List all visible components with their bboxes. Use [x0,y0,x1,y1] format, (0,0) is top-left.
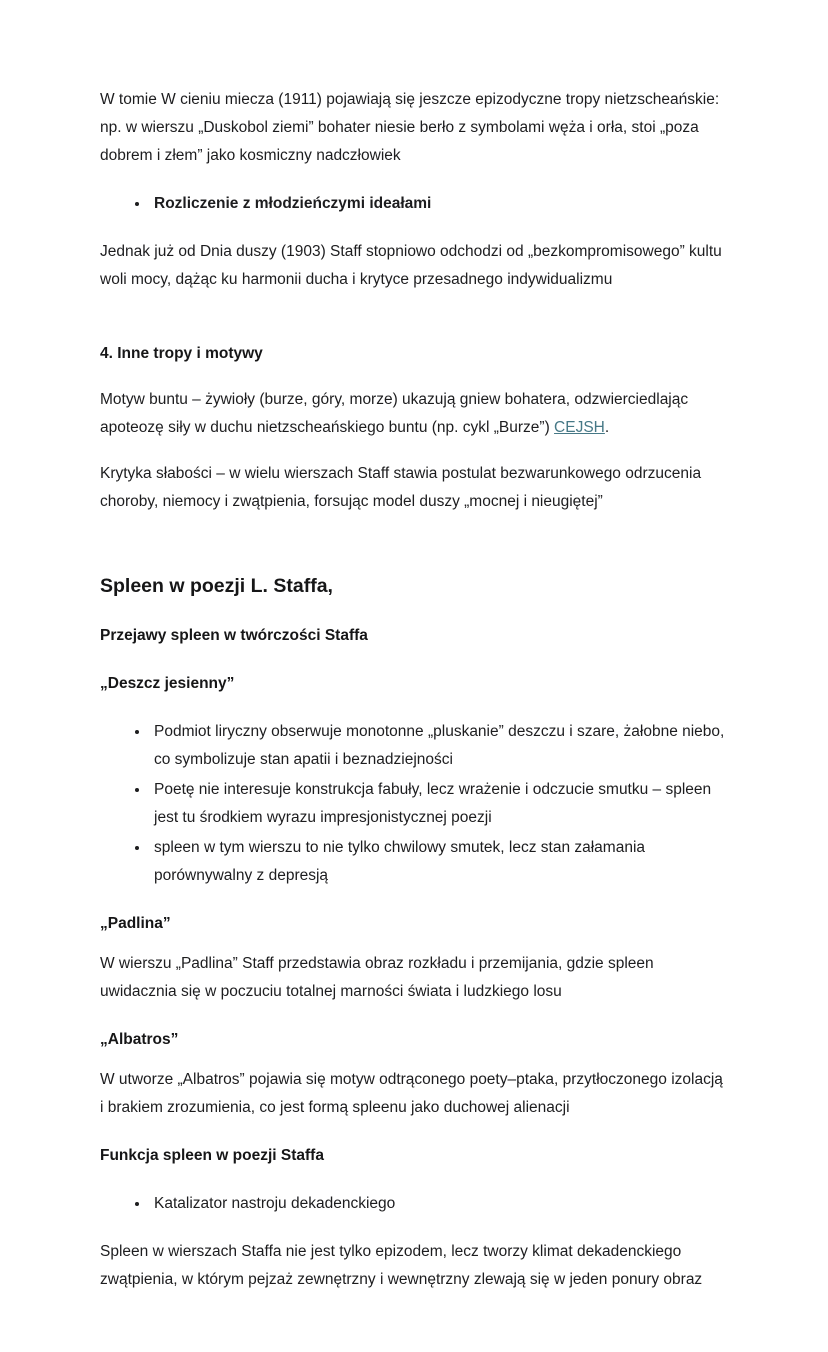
bullet-item-spleen-wiersz: • spleen w tym wierszu to nie tylko chwilowy smutek, lecz stan załamania porównywalny z depresją [150,834,728,890]
paragraph-dnia-duszy: Jednak już od Dnia duszy (1903) Staff stopniowo odchodzi od „bezkompromisowego” kultu woli mocy, dążąc ku harmonii ducha i krytyce przesadnego indywidualizmu [100,243,722,288]
subheading-przejawy-spleen: Przejawy spleen w twórczości Staffa [100,627,368,644]
cejsh-link[interactable]: CEJSH [554,419,605,436]
paragraph-padlina: W wierszu „Padlina” Staff przedstawia obraz rozkładu i przemijania, gdzie spleen uwidacznia się w poczuciu totalnej marności świata i ludzkiego losu [100,955,654,1000]
paragraph-text-suffix: . [604,419,610,436]
paragraph-albatros: W utworze „Albatros” pojawia się motyw odtrąconego poety–ptaka, przytłoczonego izolacją i brakiem zrozumienia, co jest formą spleenu jako duchowej alienacji [100,1071,723,1116]
bullet-item-katalizator: • Katalizator nastroju dekadenckiego [150,1190,728,1218]
bullet-list-ideals [100,190,728,218]
heading-spleen-w-poezji: Spleen w poezji L. Staffa, [100,575,333,597]
bullet-list-funkcja [100,1190,728,1218]
bullet-item-rozliczenie: • Rozliczenie z młodzieńczymi ideałami [150,190,728,218]
paragraph-text-pre: Motyw buntu – żywioły (burze, góry, morze) ukazują gniew bohatera, odzwierciedlając apoteozę siły w duchu nietzscheańskiego buntu (np. cykl „Burze”) [100,391,689,436]
paragraph-w-tomie: W tomie W cieniu miecza (1911) pojawiają się jeszcze epizodyczne tropy nietzscheańskie: np. w wierszu „Duskobol ziemi” bohater niesie berło z symbolami węża i orła, stoi „poza dobrem i złem” jako kosmiczny nadczłowiek [100,91,720,164]
subheading-padlina: „Padlina” [100,915,171,932]
bullet-list-deszcz [100,718,728,890]
subheading-funkcja-spleen: Funkcja spleen w poezji Staffa [100,1147,324,1164]
paragraph-krytyka-slabosci: Krytyka słabości – w wielu wierszach Staff stawia postulat bezwarunkowego odrzucenia choroby, niemocy i zwątpienia, forsując model duszy „mocnej i nieugiętej” [100,465,702,510]
paragraph-final: Spleen w wierszach Staffa nie jest tylko epizodem, lecz tworzy klimat dekadenckiego zwątpienia, w którym pejzaż zewnętrzny i wewnętrzny zlewają się w jeden ponury obraz [100,1243,703,1288]
bullet-item-poete: • Poetę nie interesuje konstrukcja fabuły, lecz wrażenie i odczucie smutku – spleen jest tu środkiem wyrazu impresjonistycznej poezji [150,776,728,832]
subheading-albatros: „Albatros” [100,1031,179,1048]
bullet-item-podmiot: • Podmiot liryczny obserwuje monotonne „pluskanie” deszczu i szare, żałobne niebo, co symbolizuje stan apatii i beznadziejności [150,718,728,774]
section-heading-inne-tropy: 4. Inne tropy i motywy [100,345,263,362]
paragraph-motyw-buntu [100,386,728,442]
subheading-deszcz-jesienny: „Deszcz jesienny” [100,675,235,692]
